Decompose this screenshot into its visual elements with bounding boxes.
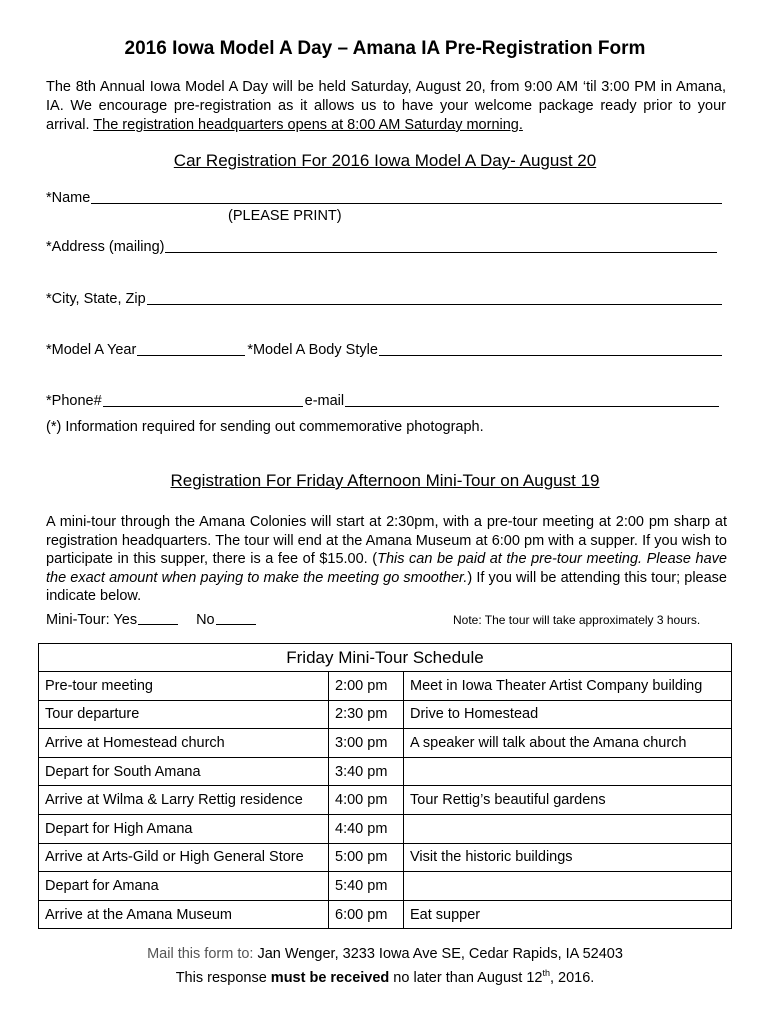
schedule-event-cell: Tour departure: [39, 700, 329, 729]
schedule-note-cell: Visit the historic buildings: [404, 843, 732, 872]
deadline-sup: th: [542, 968, 550, 978]
schedule-row: [39, 900, 732, 929]
mini-tour-heading: Registration For Friday Afternoon Mini-Tour on August 19: [170, 471, 600, 490]
address-field[interactable]: [165, 238, 717, 253]
schedule-time-cell: 3:00 pm: [329, 729, 404, 758]
schedule-event-cell: Depart for Amana: [39, 872, 329, 901]
mini-tour-schedule-table: [38, 643, 732, 929]
mini-tour-attendance-row: [46, 610, 256, 628]
schedule-note-cell: [404, 814, 732, 843]
schedule-note-cell: [404, 872, 732, 901]
mini-tour-description: [46, 513, 727, 606]
schedule-note-cell: Meet in Iowa Theater Artist Company building: [404, 672, 732, 701]
model-year-field[interactable]: [137, 341, 245, 356]
deadline-prefix: This response: [175, 969, 271, 986]
schedule-time-cell: 4:40 pm: [329, 814, 404, 843]
city-state-zip-row: [46, 290, 724, 308]
schedule-note-cell: Tour Rettig’s beautiful gardens: [404, 786, 732, 815]
schedule-row: [39, 872, 732, 901]
intro-text: The 8th Annual Iowa Model A Day will be held Saturday, August 20, from 9:00 AM ‘til 3:00 PM in Amana, IA. We encourage pre-registration as it allows us to have your welcome package ready prior to your arrival.: [46, 79, 726, 133]
schedule-time-cell: 5:40 pm: [329, 872, 404, 901]
model-year-label: *Model A Year: [46, 342, 137, 358]
deadline-mid: no later than August 12: [389, 969, 543, 986]
model-row: [46, 341, 724, 359]
schedule-row: [39, 700, 732, 729]
city-state-zip-label: *City, State, Zip: [46, 291, 146, 307]
schedule-time-cell: 6:00 pm: [329, 900, 404, 929]
schedule-event-cell: Arrive at Arts-Gild or High General Store: [39, 843, 329, 872]
phone-field[interactable]: [103, 392, 303, 407]
tour-duration-note: Note: The tour will take approximately 3 hours.: [453, 613, 701, 627]
intro-paragraph: [46, 78, 726, 135]
schedule-event-cell: Depart for High Amana: [39, 814, 329, 843]
mail-prefix: Mail this form to:: [147, 946, 254, 962]
schedule-time-cell: 3:40 pm: [329, 757, 404, 786]
city-state-zip-field[interactable]: [147, 290, 722, 305]
schedule-row: [39, 843, 732, 872]
schedule-note-cell: [404, 757, 732, 786]
deadline-end: , 2016.: [549, 969, 595, 986]
schedule-title: Friday Mini-Tour Schedule: [39, 644, 732, 672]
schedule-event-cell: Arrive at Wilma & Larry Rettig residence: [39, 786, 329, 815]
required-info-note: (*) Information required for sending out commemorative photograph.: [46, 419, 484, 435]
mini-tour-no-field[interactable]: [216, 610, 256, 625]
schedule-note-cell: Drive to Homestead: [404, 700, 732, 729]
schedule-row: [39, 814, 732, 843]
body-style-field[interactable]: [379, 341, 722, 356]
deadline-line: [0, 964, 770, 988]
footer: [0, 945, 770, 988]
schedule-row: [39, 672, 732, 701]
schedule-row: [39, 786, 732, 815]
schedule-note-cell: A speaker will talk about the Amana church: [404, 729, 732, 758]
schedule-note-cell: Eat supper: [404, 900, 732, 929]
car-registration-heading: Car Registration For 2016 Iowa Model A Day- August 20: [173, 151, 597, 170]
phone-email-row: [46, 392, 721, 410]
schedule-time-cell: 2:00 pm: [329, 672, 404, 701]
phone-label: *Phone#: [46, 393, 102, 409]
schedule-event-cell: Arrive at the Amana Museum: [39, 900, 329, 929]
mail-address: Jan Wenger, 3233 Iowa Ave SE, Cedar Rapids, IA 52403: [253, 946, 623, 962]
schedule-event-cell: Pre-tour meeting: [39, 672, 329, 701]
email-label: e-mail: [304, 393, 345, 409]
page-title: 2016 Iowa Model A Day – Amana IA Pre-Registration Form: [124, 38, 646, 59]
schedule-row: [39, 757, 732, 786]
email-field[interactable]: [345, 392, 719, 407]
mini-tour-text-1: A mini-tour through the Amana Colonies will start at 2:30pm, with a pre-tour meeting at 2:00 pm sharp at registration headquarters. The tour will end at the Amana Museum at 6:00 pm with a supper. If you wish to participate in this supper, there is a fee of $15.00. (: [46, 514, 727, 567]
schedule-event-cell: Arrive at Homestead church: [39, 729, 329, 758]
name-field[interactable]: [91, 189, 722, 204]
address-label: *Address (mailing): [46, 239, 165, 255]
mini-tour-no-label: No: [196, 612, 215, 628]
mini-tour-yes-field[interactable]: [138, 610, 178, 625]
schedule-event-cell: Depart for South Amana: [39, 757, 329, 786]
schedule-row: [39, 729, 732, 758]
mini-tour-text-2: ) If you will be attending this tour; please indicate below.: [46, 569, 727, 604]
deadline-bold: must be received: [270, 969, 390, 986]
name-label: *Name: [46, 190, 91, 206]
schedule-time-cell: 4:00 pm: [329, 786, 404, 815]
schedule-time-cell: 5:00 pm: [329, 843, 404, 872]
name-field-row: [46, 189, 724, 207]
mail-to-line: [0, 945, 770, 964]
body-style-label: *Model A Body Style: [247, 342, 378, 358]
schedule-time-cell: 2:30 pm: [329, 700, 404, 729]
mini-tour-yes-label: Mini-Tour: Yes: [46, 612, 138, 628]
address-field-row: [46, 238, 719, 256]
intro-underlined-text: The registration headquarters opens at 8:00 AM Saturday morning.: [93, 117, 523, 133]
please-print-hint: (PLEASE PRINT): [228, 208, 342, 224]
mini-tour-italic-text: This can be paid at the pre-tour meeting. Please have the exact amount when paying to make the meeting go smoother.: [46, 551, 727, 586]
